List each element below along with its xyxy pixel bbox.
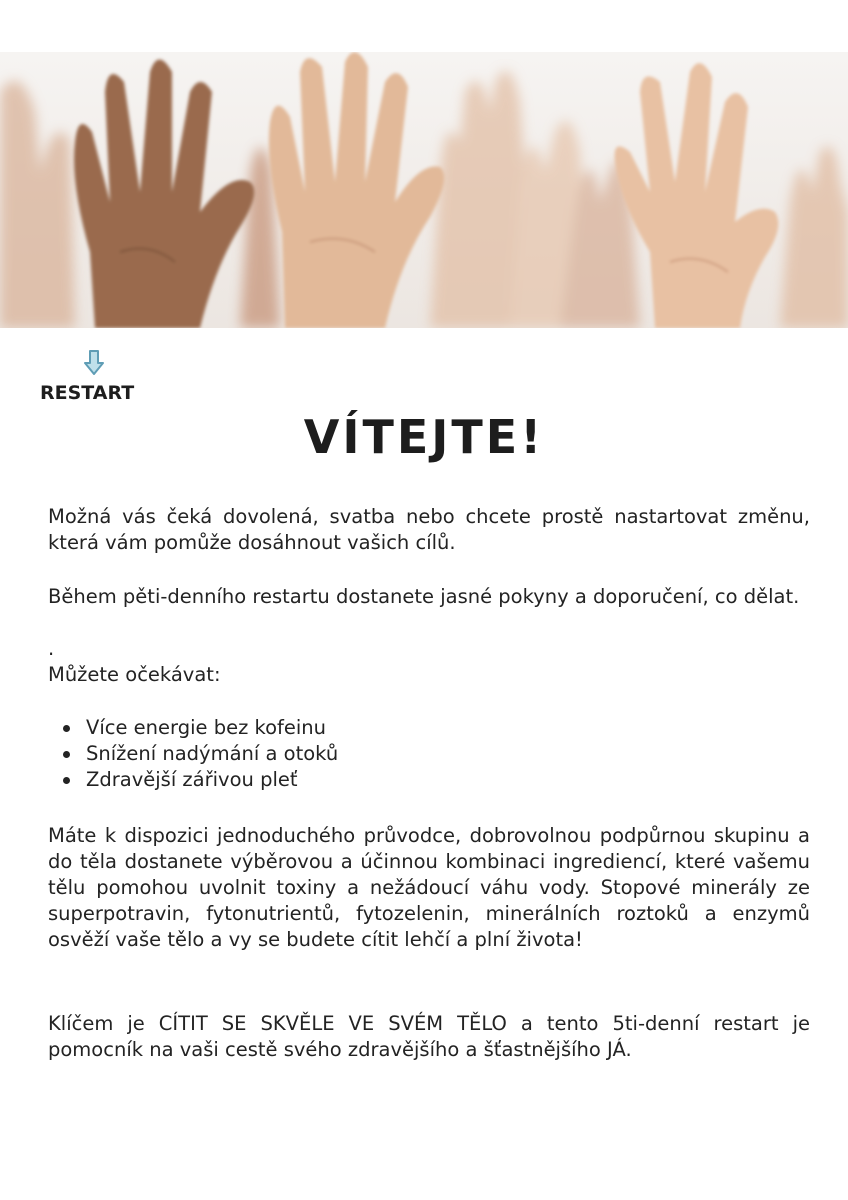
list-item — [48, 767, 748, 793]
bullet-icon — [63, 777, 70, 784]
logo-text: RESTART — [40, 382, 135, 404]
list-item — [48, 715, 748, 741]
guide-paragraph: Máte k dispozici jednoduchého průvodce, dobrovolnou podpůrnou skupinu a do těla dostanete výběrovou a účinnou kombinaci ingrediencí, které vašemu tělu pomohou uvolnit toxiny a nežádoucí váhu vody. Stopové minerály ze superpotravin, fytonutrientů, fytozelenin, minerálních roztoků a enzymů osvěží vaše tělo a vy se budete cítit lehčí a plní života! — [48, 824, 810, 951]
restart-logo — [40, 350, 160, 406]
down-arrow-icon — [84, 350, 104, 376]
raised-hands-illustration — [0, 52, 848, 328]
hero-image — [0, 52, 848, 328]
bullet-icon — [63, 751, 70, 758]
expect-label: Můžete očekávat: — [48, 663, 221, 686]
benefits-list — [48, 715, 748, 793]
list-item — [48, 741, 748, 767]
page-title: VÍTEJTE! — [303, 410, 545, 464]
closing-paragraph: Klíčem je CÍTIT SE SKVĚLE VE SVÉM TĚLO a tento 5ti-denní restart je pomocník na vaši cestě svého zdravějšího a šťastnějšího JÁ. — [48, 1012, 810, 1061]
bullet-icon — [63, 725, 70, 732]
restart-paragraph: Během pěti-denního restartu dostanete jasné pokyny a doporučení, co dělat. — [48, 585, 800, 608]
intro-paragraph: Možná vás čeká dovolená, svatba nebo chcete prostě nastartovat změnu, která vám pomůže dosáhnout vašich cílů. — [48, 505, 810, 554]
list-item-text: Snížení nadýmání a otoků — [86, 742, 339, 765]
separator-dot: . — [48, 637, 55, 660]
list-item-text: Více energie bez kofeinu — [86, 716, 327, 739]
list-item-text: Zdravější zářivou pleť — [86, 768, 298, 791]
